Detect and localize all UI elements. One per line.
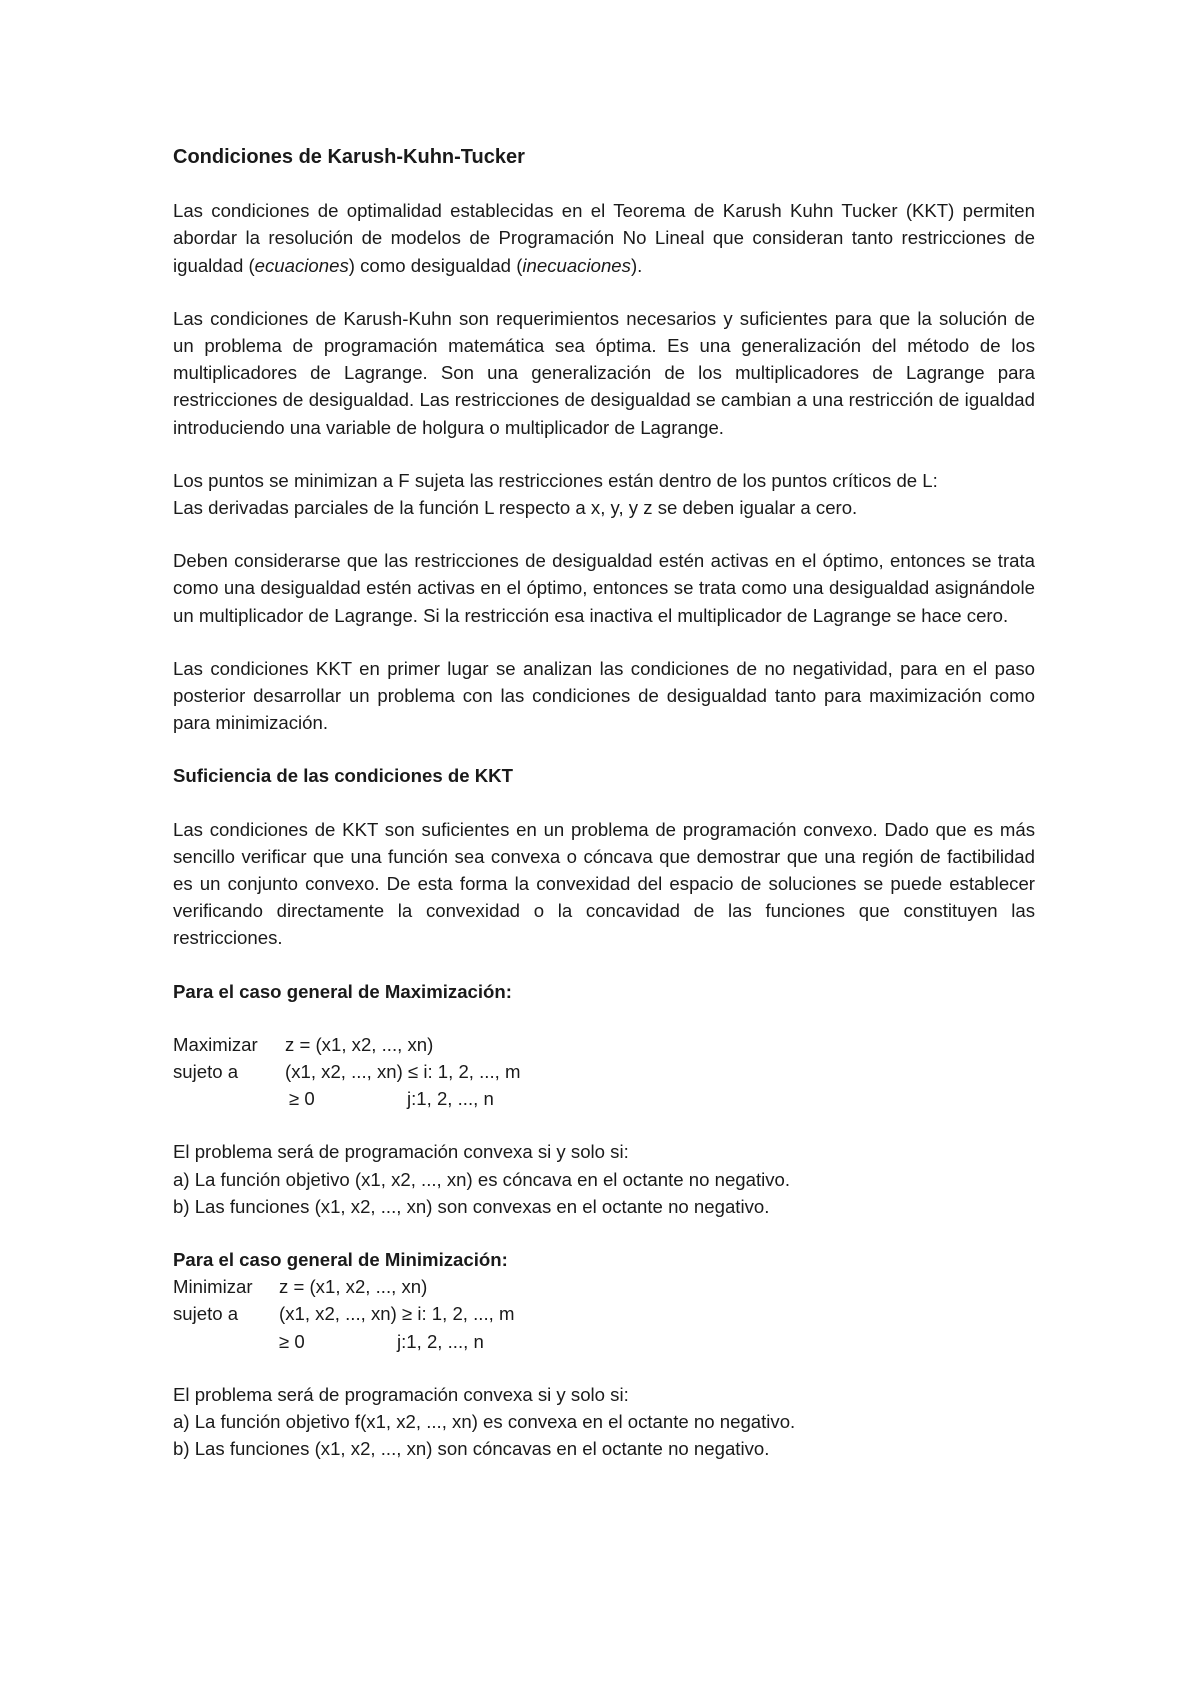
maximization-constraint-expression: (x1, x2, ..., xn) ≤ i: 1, 2, ..., m: [285, 1061, 521, 1083]
minimization-conditions: [173, 1381, 1035, 1463]
minimization-constraint-expression: (x1, x2, ..., xn) ≥ i: 1, 2, ..., m: [279, 1303, 515, 1325]
intro-p3-line-1: Los puntos se minimizan a F sujeta las restricciones están dentro de los puntos críticos de L:: [173, 469, 938, 491]
intro-paragraph-3: [173, 467, 1035, 521]
document-page: [173, 144, 1035, 1488]
intro-paragraph-4: Deben considerarse que las restricciones de desigualdad estén activas en el óptimo, entonces se trata como una desigualdad estén activas en el óptimo, entonces se trata como una desigualdad asignándole un multiplicador de Lagrange. Si la restricción esa inactiva el multiplicador de Lagrange se hace cero.: [173, 550, 1035, 626]
intro-paragraph-2: Las condiciones de Karush-Kuhn son requerimientos necesarios y suficientes para que la solución de un problema de programación matemática sea óptima. Es una generalización del método de los multiplicadores de Lagrange. Son una generalización de los multiplicadores de Lagrange para restricciones de desigualdad. Las restricciones de desigualdad se cambian a una restricción de igualdad introduciendo una variable de holgura o multiplicador de Lagrange.: [173, 307, 1035, 438]
intro-paragraph-1: [173, 197, 1035, 279]
minimization-conditions-intro: El problema será de programación convexa si y solo si:: [173, 1383, 629, 1405]
intro-p1-emphasis-inecuaciones: inecuaciones: [522, 254, 631, 276]
minimization-nonnegativity-index: j:1, 2, ..., n: [397, 1330, 484, 1352]
intro-p1-text-a: Las condiciones de optimalidad establecidas en el Teorema de Karush Kuhn Tucker (KKT) permiten abordar la resolución de modelos de Programación No Lineal que consideran tanto restricciones de igualdad (: [173, 200, 1035, 276]
minimization-nonnegativity-expression: ≥ 0: [279, 1330, 305, 1352]
minimization-formulation: [173, 1273, 1035, 1355]
intro-p3-line-2: Las derivadas parciales de la función L respecto a x, y, y z se deben igualar a cero.: [173, 497, 858, 519]
maximization-heading: Para el caso general de Maximización:: [173, 980, 512, 1002]
maximization-constraint-label: sujeto a: [173, 1061, 239, 1083]
minimization-condition-a: a) La función objetivo f(x1, x2, ..., xn) es convexa en el octante no negativo.: [173, 1411, 796, 1433]
document-title: Condiciones de Karush-Kuhn-Tucker: [173, 146, 525, 168]
sufficiency-paragraph: Las condiciones de KKT son suficientes en un problema de programación convexo. Dado que es más sencillo verificar que una función sea convexa o cóncava que demostrar que una región de factibilidad es un conjunto convexo. De esta forma la convexidad del espacio de soluciones se puede establecer verificando directamente la convexidad o la concavidad de las funciones que constituyen las restricciones.: [173, 818, 1035, 949]
minimization-condition-b: b) Las funciones (x1, x2, ..., xn) son cóncavas en el octante no negativo.: [173, 1438, 770, 1460]
intro-p1-text-c: ).: [630, 254, 643, 276]
maximization-condition-b: b) Las funciones (x1, x2, ..., xn) son convexas en el octante no negativo.: [173, 1195, 770, 1217]
minimization-constraint-row: [173, 1300, 1035, 1327]
maximization-nonnegativity-spacer: [173, 1085, 285, 1112]
sufficiency-heading: Suficiencia de las condiciones de KKT: [173, 765, 513, 787]
minimization-objective-row: [173, 1273, 1035, 1300]
intro-paragraph-5: Las condiciones KKT en primer lugar se analizan las condiciones de no negatividad, para en el paso posterior desarrollar un problema con las condiciones de desigualdad tanto para maximización como para minimización.: [173, 657, 1035, 734]
maximization-nonnegativity-index: j:1, 2, ..., n: [407, 1088, 494, 1110]
minimization-objective-expression: z = (x1, x2, ..., xn): [279, 1276, 428, 1298]
intro-p1-text-b: ) como desigualdad (: [348, 254, 523, 276]
minimization-nonnegativity-row: [173, 1328, 1035, 1355]
intro-p1-emphasis-ecuaciones: ecuaciones: [254, 254, 349, 276]
maximization-condition-a: a) La función objetivo (x1, x2, ..., xn) es cóncava en el octante no negativo.: [173, 1168, 791, 1190]
minimization-heading: Para el caso general de Minimización:: [173, 1249, 508, 1271]
minimization-objective-label: Minimizar: [173, 1276, 253, 1298]
maximization-formulation: [173, 1031, 1035, 1113]
maximization-objective-label: Maximizar: [173, 1033, 258, 1055]
maximization-nonnegativity-row: [173, 1085, 1035, 1112]
maximization-nonnegativity-expression: ≥ 0: [289, 1088, 315, 1110]
minimization-constraint-label: sujeto a: [173, 1303, 239, 1325]
maximization-constraint-row: [173, 1058, 1035, 1085]
minimization-nonnegativity-spacer: [173, 1328, 279, 1355]
maximization-conditions-intro: El problema será de programación convexa si y solo si:: [173, 1141, 629, 1163]
maximization-conditions: [173, 1138, 1035, 1220]
maximization-objective-expression: z = (x1, x2, ..., xn): [285, 1033, 434, 1055]
maximization-objective-row: [173, 1031, 1035, 1058]
